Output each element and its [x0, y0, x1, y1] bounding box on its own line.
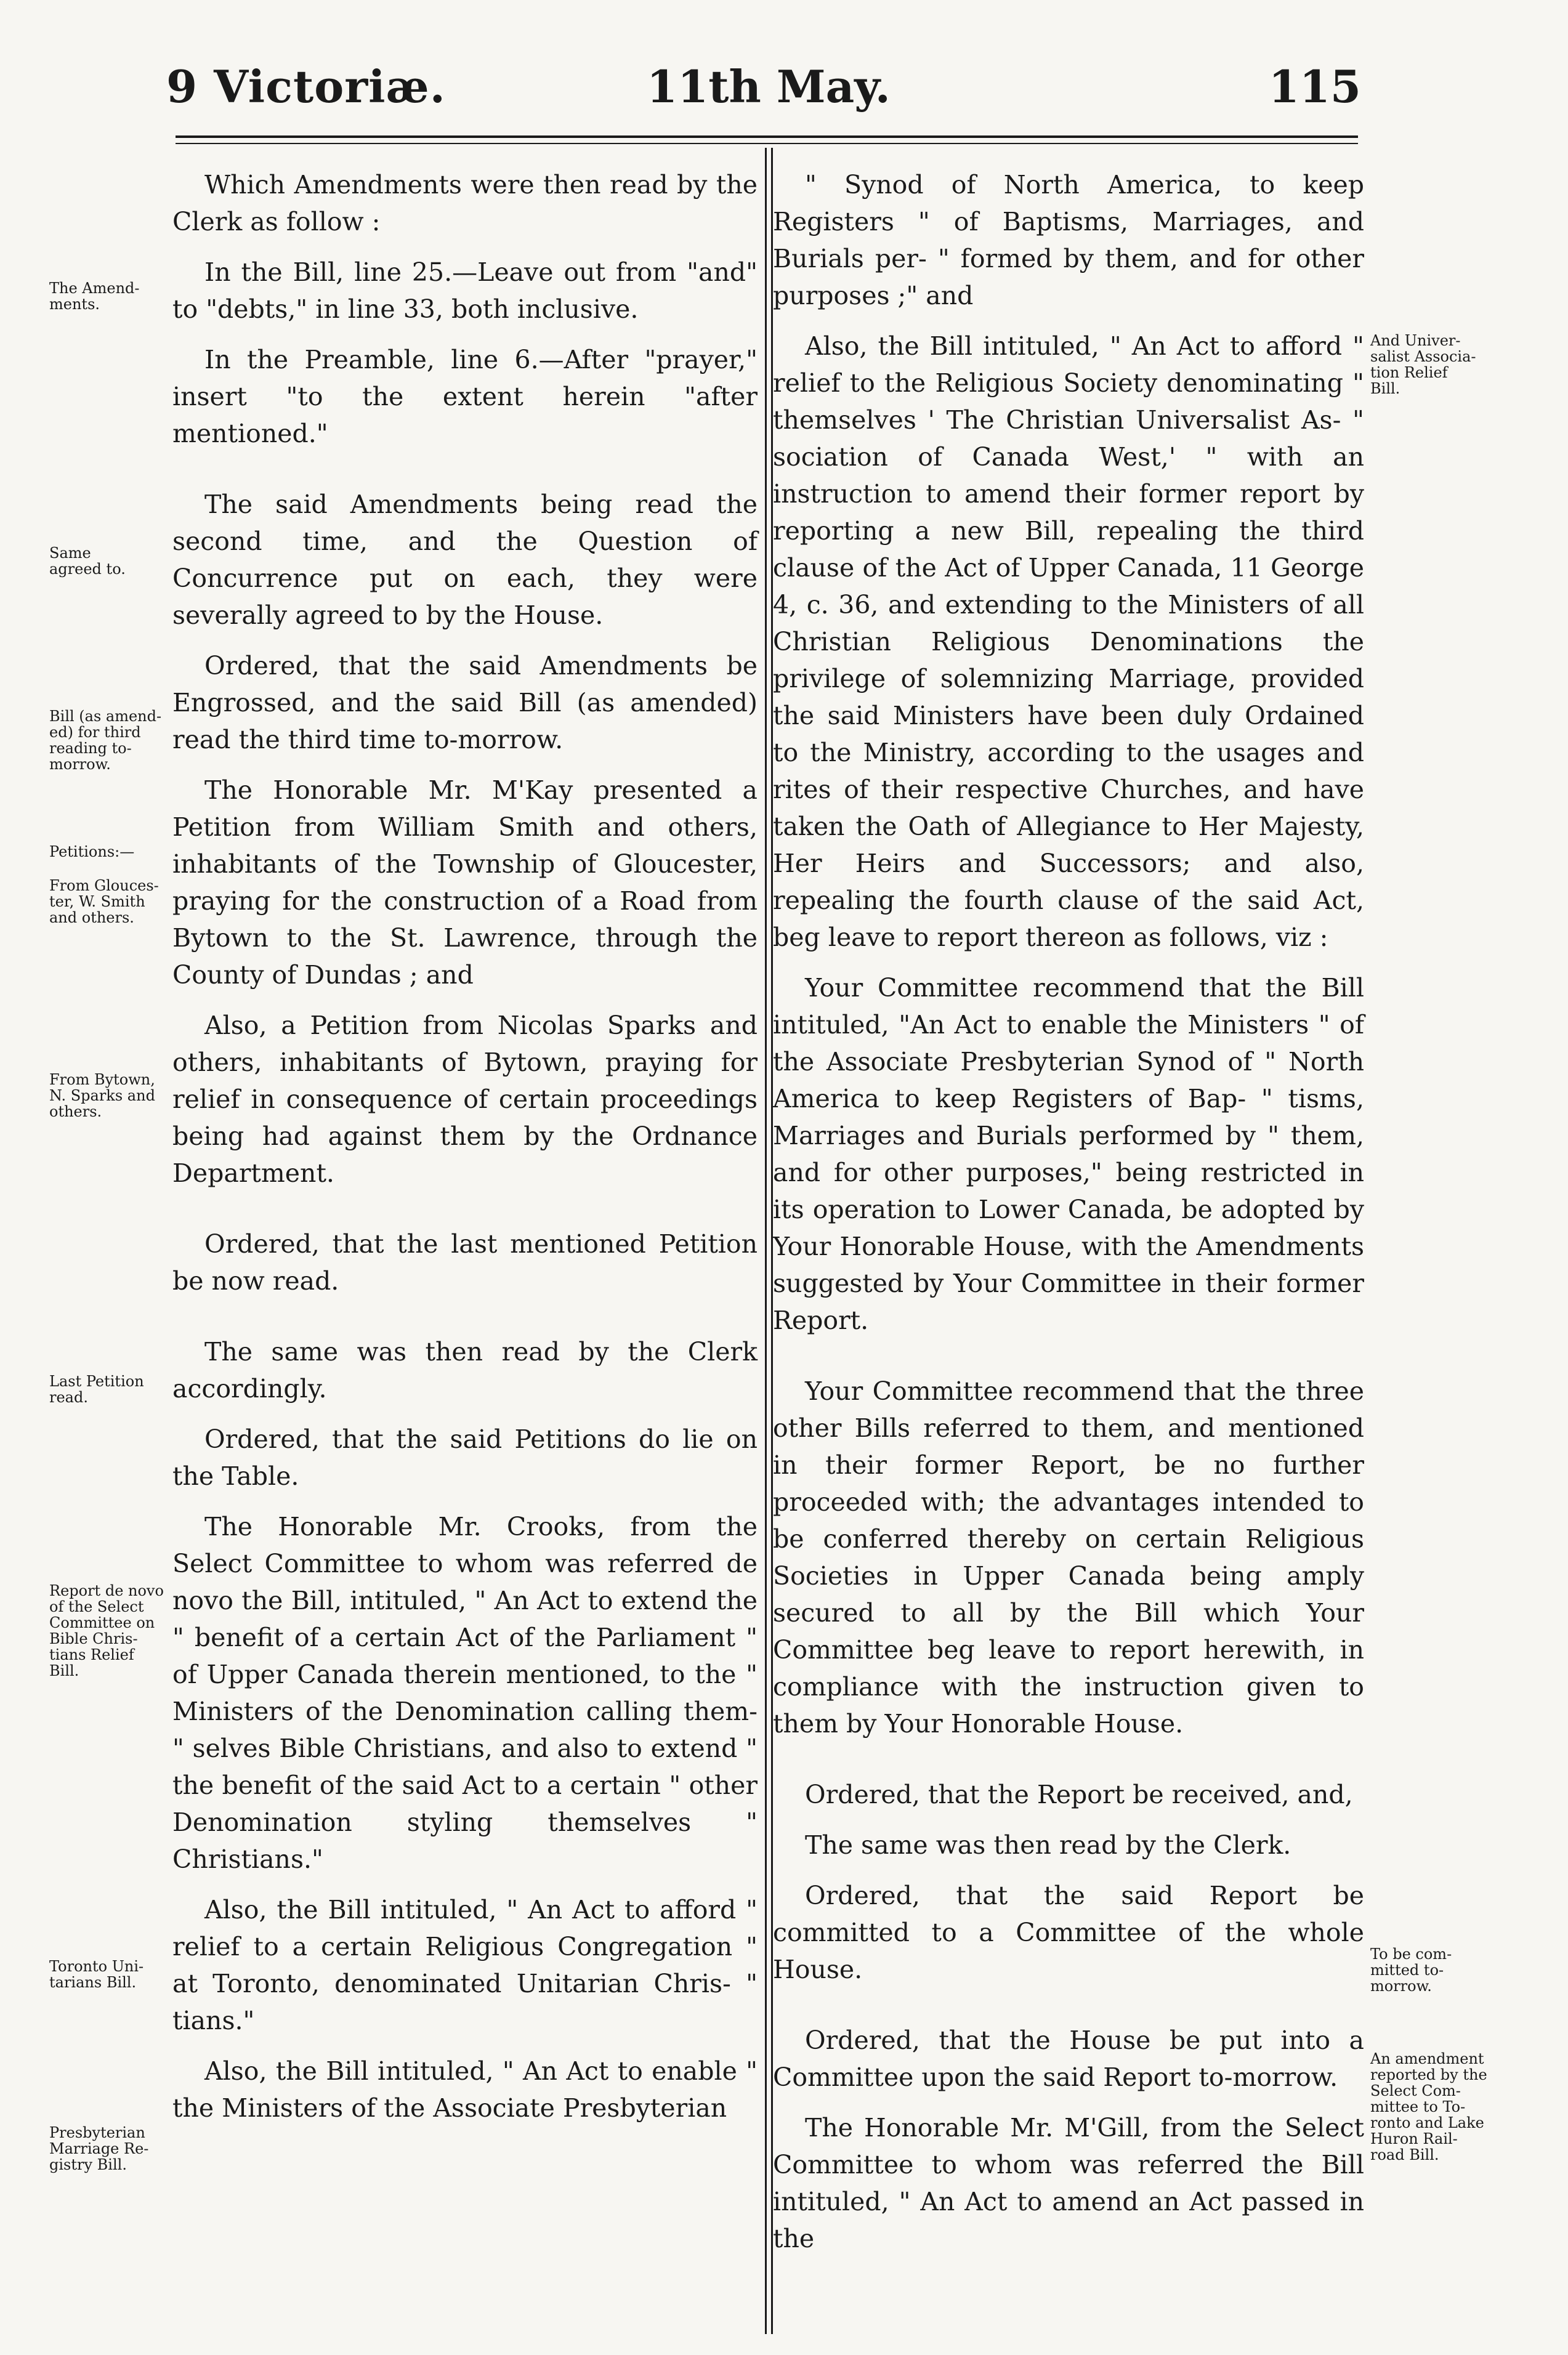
- regnal-year: 9 Victoriæ.: [166, 60, 446, 113]
- paragraph: In the Preamble, line 6.—After "prayer," insert "to the extent herein "after mentioned.": [172, 345, 758, 448]
- paragraph: Ordered, that the said Report be committed to a Committee of the whole House.: [773, 1881, 1364, 1984]
- paragraph: Ordered, that the House be put into a Committee upon the said Report to-morrow.: [773, 2026, 1364, 2092]
- header-rule: [176, 135, 1358, 138]
- margin-note: Toronto Uni- tarians Bill.: [49, 1958, 144, 1991]
- paragraph: The same was then read by the Clerk.: [805, 1830, 1291, 1860]
- margin-note: Petitions:—: [49, 843, 135, 860]
- paragraph: Your Committee recommend that the three other Bills referred to them, and mentioned in their former Report, be no further proceeded with; the advantages intended to be conferred thereby on certain Religious Societies in Upper Canada being amply secured to all by the Bill which Your Committee beg leave to report herewith, in compliance with the instruction given to them by Your Honorable House.: [773, 1376, 1364, 1739]
- margin-note: An amendment reported by the Select Com- mittee to To- ronto and Lake Huron Rail- road Bill.: [1370, 2050, 1487, 2163]
- right-column: [773, 166, 1364, 2271]
- paragraph: " Synod of North America, to keep Registers " of Baptisms, Marriages, and Burials per- " formed by them, and for other purposes ;" and: [773, 170, 1364, 310]
- margin-note: Bill (as amend- ed) for third reading to- morrow.: [49, 708, 162, 773]
- margin-note: From Glouces- ter, W. Smith and others.: [49, 877, 159, 926]
- margin-note: From Bytown, N. Sparks and others.: [49, 1071, 155, 1120]
- paragraph: Ordered, that the Report be received, and,: [805, 1780, 1353, 1809]
- paragraph: Also, the Bill intituled, " An Act to afford " relief to a certain Religious Congregation " at Toronto, denominated Unitarian Chris- " tians.": [172, 1895, 758, 2035]
- paragraph: Ordered, that the said Petitions do lie on the Table.: [172, 1424, 758, 1491]
- paragraph: The Honorable Mr. M'Gill, from the Select Committee to whom was referred the Bill intituled, " An Act to amend an Act passed in the: [773, 2113, 1364, 2253]
- margin-note: And Univer- salist Associa- tion Relief Bill.: [1370, 332, 1476, 397]
- paragraph: Your Committee recommend that the Bill intituled, "An Act to enable the Ministers " of the Associate Presbyterian Synod of " North America to keep Registers of Bap- " tisms, Marriages and Burials performed by " them, and for other purposes," being restricted in its operation to Lower Canada, be adopted by Your Honorable House, with the Amendments suggested by Your Committee in their former Report.: [773, 973, 1364, 1335]
- left-column: [172, 166, 758, 2140]
- paragraph: The Honorable Mr. M'Kay presented a Petition from William Smith and others, inhabitants of the Township of Gloucester, praying for the construction of a Road from Bytown to the St. Lawrence, through the County of Dundas ; and: [172, 775, 758, 990]
- paragraph: Ordered, that the last mentioned Petition be now read.: [172, 1229, 758, 1296]
- page-number: 115: [1268, 60, 1361, 113]
- margin-note: To be com- mitted to- morrow.: [1370, 1945, 1452, 1995]
- paragraph: The Honorable Mr. Crooks, from the Select Committee to whom was referred de novo the Bill, intituled, " An Act to extend the " benefit of a certain Act of the Parliament " of Upper Canada therein mentioned, to the " Ministers of the Denomination calling them- " selves Bible Christians, and also to extend " the benefit of the said Act to a certain " other Denomination styling themselves " Christians.": [172, 1512, 758, 1874]
- paragraph: The said Amendments being read the second time, and the Question of Concurrence put on each, they were severally agreed to by the House.: [172, 490, 758, 630]
- paragraph: Ordered, that the said Amendments be Engrossed, and the said Bill (as amended) read the third time to-morrow.: [172, 651, 758, 754]
- margin-note: The Amend- ments.: [49, 280, 140, 313]
- column-divider: [765, 148, 767, 2334]
- paragraph: Also, the Bill intituled, " An Act to enable " the Ministers of the Associate Presbyterian: [172, 2056, 758, 2123]
- paragraph: Also, a Petition from Nicolas Sparks and others, inhabitants of Bytown, praying for relief in consequence of certain proceedings being had against them by the Ordnance Department.: [172, 1011, 758, 1188]
- margin-note: Last Petition read.: [49, 1373, 144, 1406]
- date: 11th May.: [647, 60, 891, 113]
- paragraph: Also, the Bill intituled, " An Act to afford " relief to the Religious Society denominating " themselves ' The Christian Universalist As- " sociation of Canada West,' " with an instruction to amend their former report by reporting a new Bill, repealing the third clause of the Act of Upper Canada, 11 George 4, c. 36, and extending to the Ministers of all Christian Religious Denominations the privilege of solemnizing Marriage, provided the said Ministers have been duly Ordained to the Ministry, according to the usages and rites of their respective Churches, and have taken the Oath of Allegiance to Her Majesty, Her Heirs and Successors; and also, repealing the fourth clause of the said Act, beg leave to report thereon as follows, viz :: [773, 331, 1364, 952]
- paragraph: In the Bill, line 25.—Leave out from "and" to "debts," in line 33, both inclusive.: [172, 257, 758, 324]
- margin-note: Report de novo of the Select Committee on Bible Chris- tians Relief Bill.: [49, 1582, 164, 1679]
- paragraph: The same was then read by the Clerk accordingly.: [172, 1337, 758, 1404]
- margin-note: Same agreed to.: [49, 544, 126, 578]
- page-header: [166, 60, 1373, 128]
- header-rule-thin: [176, 143, 1358, 144]
- paragraph: Which Amendments were then read by the Clerk as follow :: [172, 170, 758, 236]
- margin-note: Presbyterian Marriage Re- gistry Bill.: [49, 2124, 149, 2173]
